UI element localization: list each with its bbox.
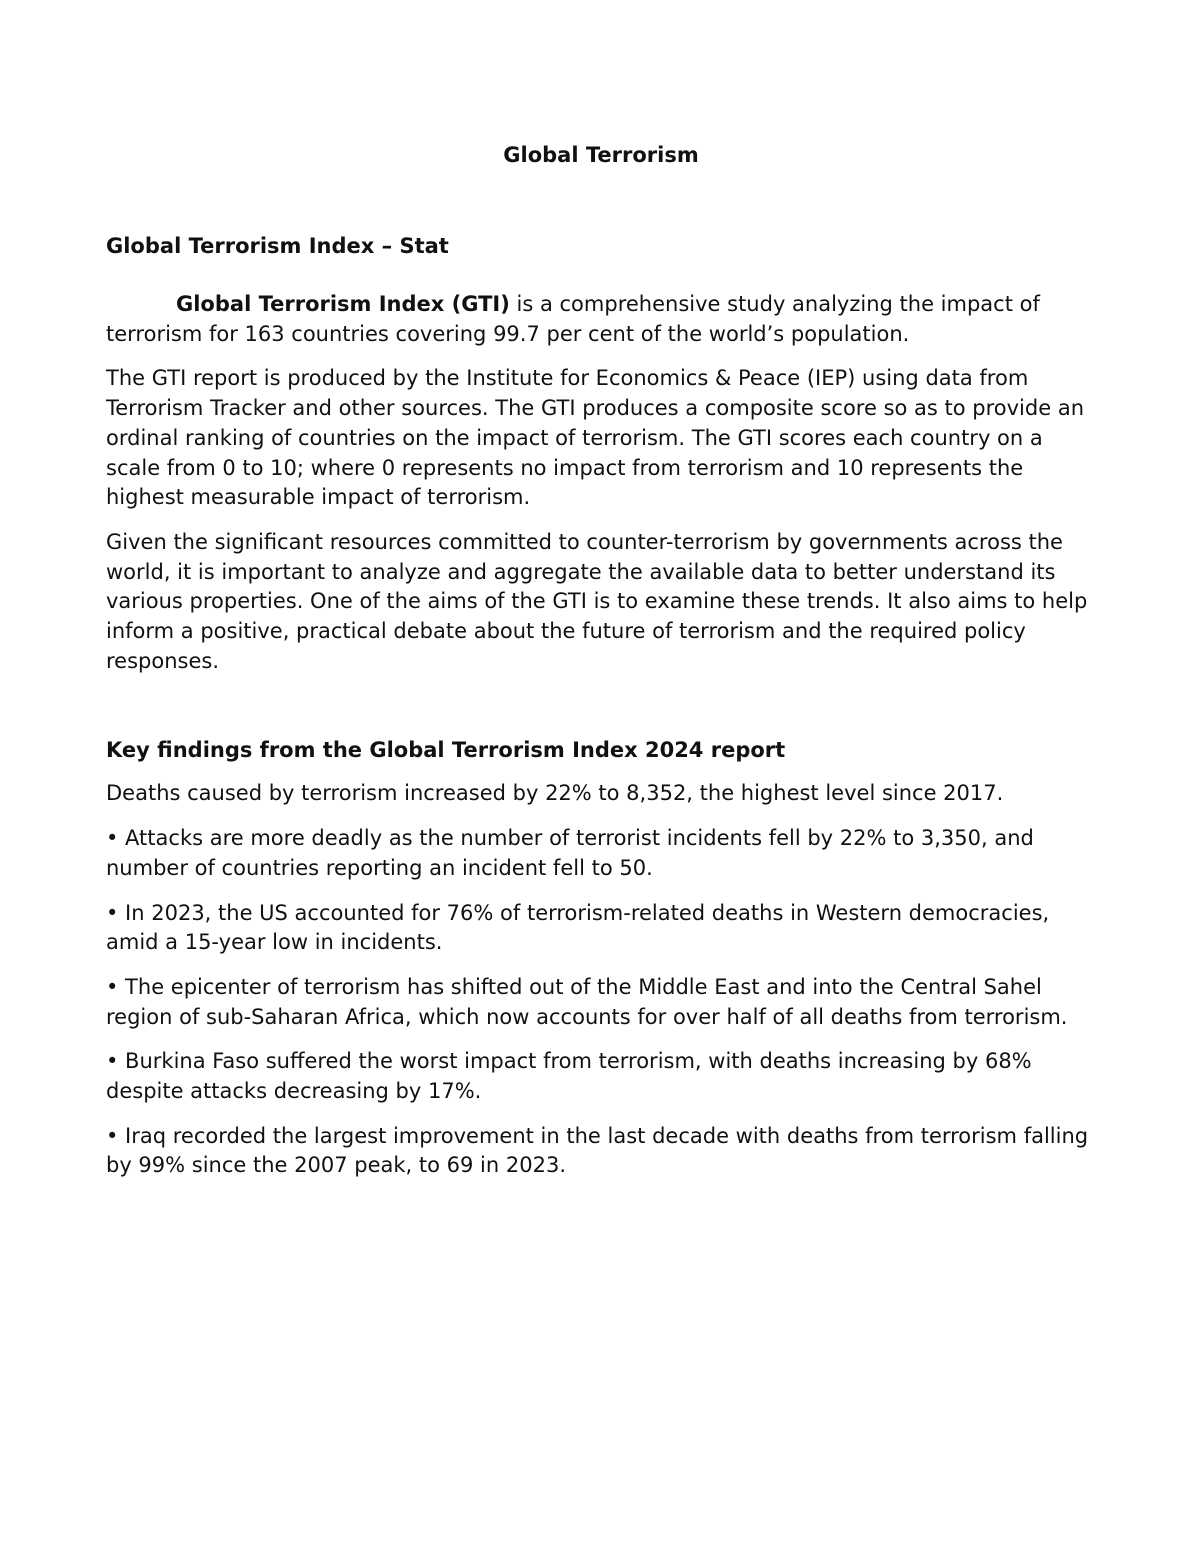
gti-intro-text: is a comprehensive study analyzing the impact of terrorism for 163 countries covering 99.7 per cent of the world’s population. — [106, 292, 1040, 346]
key-findings-lead: Deaths caused by terrorism increased by 22% to 8,352, the highest level since 2017. — [106, 781, 1004, 806]
section-heading-gti-stat: Global Terrorism Index – Stat — [106, 234, 449, 258]
section-heading-key-findings: Key findings from the Global Terrorism Index 2024 report — [106, 738, 786, 763]
gti-intro-bold-term: Global Terrorism Index (GTI) — [176, 292, 510, 316]
gti-report-paragraph: The GTI report is produced by the Institute for Economics & Peace (IEP) using data from Terrorism Tracker and other sources. The GTI produces a composite score so as to provide an ordinal ranking of countries on the impact of terrorism. The GTI scores each country on a scale from 0 to 10; where 0 represents no impact from terrorism and 10 represents the highest measurable impact of terrorism. — [106, 366, 1084, 510]
page-title: Global Terrorism — [503, 143, 699, 167]
list-item: • The epicenter of terrorism has shifted out of the Middle East and into the Central Sahel region of sub-Saharan Africa, which now accounts for over half of all deaths from terrorism. — [106, 974, 1068, 1029]
list-item: • Burkina Faso suffered the worst impact from terrorism, with deaths increasing by 68% despite attacks decreasing by 17%. — [106, 1049, 1032, 1104]
list-item: • Attacks are more deadly as the number of terrorist incidents fell by 22% to 3,350, and number of countries reporting an incident fell to 50. — [106, 826, 1034, 880]
gti-intro-paragraph — [106, 290, 1096, 349]
document-page — [106, 140, 1096, 1181]
gti-aims-paragraph: Given the significant resources committed to counter-terrorism by governments across the world, it is important to analyze and aggregate the available data to better understand its various properties. One of the aims of the GTI is to examine these trends. It also aims to help inform a positive, practical debate about the future of terrorism and the required policy responses. — [106, 529, 1088, 673]
list-item: • Iraq recorded the largest improvement in the last decade with deaths from terrorism falling by 99% since the 2007 peak, to 69 in 2023. — [106, 1123, 1089, 1178]
list-item: • In 2023, the US accounted for 76% of terrorism-related deaths in Western democracies, amid a 15-year low in incidents. — [106, 900, 1050, 955]
